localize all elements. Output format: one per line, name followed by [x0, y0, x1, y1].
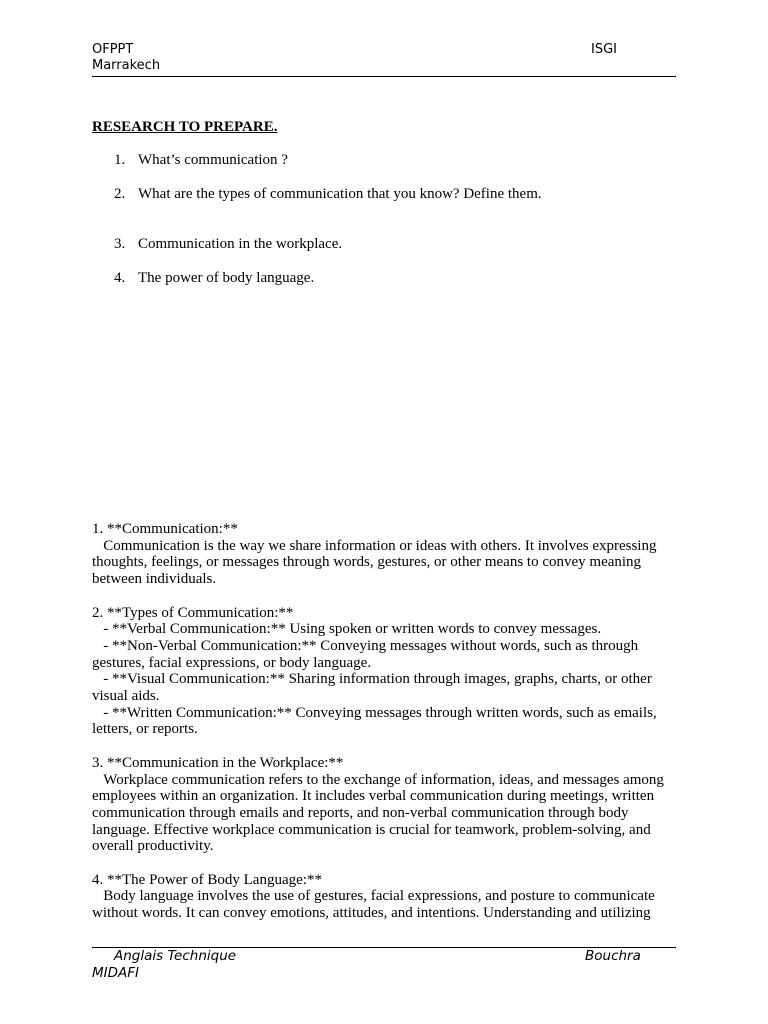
- answers-section: [92, 521, 680, 939]
- answer-heading: 4. **The Power of Body Language:**: [92, 871, 322, 888]
- page-footer: [92, 947, 676, 981]
- footer-author-first: Bouchra: [585, 948, 641, 964]
- answer-list-item: - **Visual Communication:** Sharing information through images, graphs, charts, or other visual aids.: [92, 671, 656, 705]
- question-number: 4.: [114, 270, 126, 286]
- answer-types: [92, 605, 680, 739]
- page-header: [92, 42, 676, 77]
- answer-body-language: [92, 872, 680, 922]
- answer-workplace: [92, 755, 680, 855]
- question-number: 3.: [114, 236, 126, 252]
- research-title: RESEARCH TO PREPARE.: [92, 119, 278, 135]
- header-left: [92, 42, 160, 74]
- answer-list-item: - **Written Communication:** Conveying messages through written words, such as emails, letters, or reports.: [92, 704, 661, 738]
- header-org: OFPPT: [92, 42, 134, 57]
- question-text: What are the types of communication that you know? Define them.: [138, 186, 542, 202]
- answer-text: Workplace communication refers to the exchange of information, ideas, and messages among employees within an organization. It includes verbal communication during meetings, written communication through emails and reports, and non-verbal communication through body language. Effective workplace communication is crucial for teamwork, problem-solving, and overall productivity.: [92, 771, 668, 855]
- question-number: 2.: [114, 186, 126, 202]
- question-number: 1.: [114, 152, 126, 168]
- answer-text: Communication is the way we share information or ideas with others. It involves expressing thoughts, feelings, or messages through words, gestures, or other means to convey meaning between individuals.: [92, 537, 661, 588]
- answer-heading: 1. **Communication:**: [92, 521, 238, 537]
- answer-text: Body language involves the use of gestures, facial expressions, and posture to communicate without words. It can convey emotions, attitudes, and intentions. Understanding and utilizing: [92, 888, 659, 922]
- answer-list-item: - **Verbal Communication:** Using spoken or written words to convey messages.: [92, 621, 602, 638]
- answer-list-item: - **Non-Verbal Communication:** Conveying messages without words, such as through gestures, facial expressions, or body language.: [92, 637, 642, 671]
- question-text: Communication in the workplace.: [138, 236, 343, 252]
- question-text: The power of body language.: [138, 270, 315, 286]
- footer-course: Anglais Technique: [114, 948, 237, 964]
- header-institute: ISGI: [591, 42, 617, 57]
- header-city: Marrakech: [92, 58, 161, 73]
- answer-heading: 2. **Types of Communication:**: [92, 604, 294, 621]
- question-text: What’s communication ?: [138, 152, 288, 168]
- answer-heading: 3. **Communication in the Workplace:**: [92, 754, 344, 771]
- answer-communication: [92, 521, 680, 588]
- footer-author-last: MIDAFI: [92, 965, 140, 981]
